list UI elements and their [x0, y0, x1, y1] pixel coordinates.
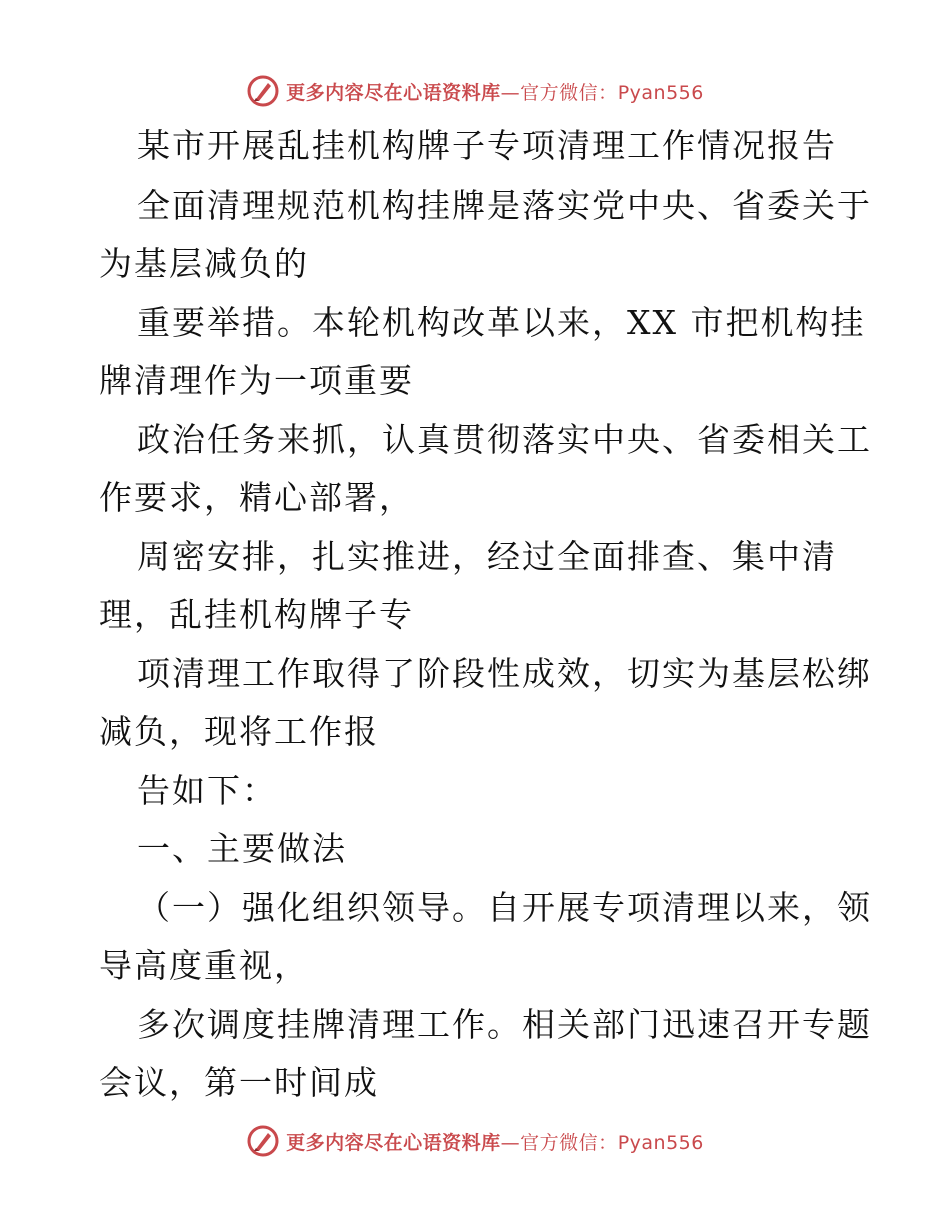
watermark-text [286, 1128, 704, 1155]
quill-logo-icon [246, 1124, 280, 1158]
watermark-wechat-id: Pyan556 [617, 81, 704, 104]
paragraph-line: 重要举措。本轮机构改革以来，XX 市把机构挂 [137, 303, 866, 342]
paragraph-line: 项清理工作取得了阶段性成效，切实为基层松绑 [137, 654, 872, 693]
quill-logo-icon [246, 74, 280, 108]
watermark-text [286, 78, 704, 105]
paragraph-line: 政治任务来抓，认真贯彻落实中央、省委相关工 [137, 420, 872, 459]
paragraph-line: 作要求，精心部署， [99, 478, 414, 517]
paragraph-line: 导高度重视， [99, 946, 309, 985]
watermark-dash: — [500, 81, 521, 104]
paragraph-line: 牌清理作为一项重要 [99, 361, 414, 400]
paragraph-line: 会议，第一时间成 [99, 1063, 379, 1102]
watermark-wechat-label: 官方微信： [520, 81, 618, 104]
footer-watermark [0, 1121, 950, 1161]
paragraph-line: 告如下： [137, 771, 277, 810]
paragraph-line: 周密安排，扎实推进，经过全面排查、集中清 [137, 537, 837, 576]
paragraph-line: （一）强化组织领导。自开展专项清理以来，领 [137, 888, 872, 927]
paragraph-line: 多次调度挂牌清理工作。相关部门迅速召开专题 [137, 1005, 872, 1044]
paragraph-line: 减负，现将工作报 [99, 712, 379, 751]
header-watermark [0, 71, 950, 111]
watermark-wechat-label: 官方微信： [520, 1131, 618, 1154]
watermark-main: 更多内容尽在心语资料库 [286, 81, 501, 104]
paragraph-line: 为基层减负的 [99, 244, 309, 283]
paragraph-line: 全面清理规范机构挂牌是落实党中央、省委关于 [137, 186, 872, 225]
paragraph-line: 理，乱挂机构牌子专 [99, 595, 414, 634]
watermark-main: 更多内容尽在心语资料库 [286, 1131, 501, 1154]
watermark-wechat-id: Pyan556 [617, 1131, 704, 1154]
document-title: 某市开展乱挂机构牌子专项清理工作情况报告 [137, 126, 837, 165]
watermark-dash: — [500, 1131, 521, 1154]
section-heading: 一、主要做法 [137, 829, 347, 868]
